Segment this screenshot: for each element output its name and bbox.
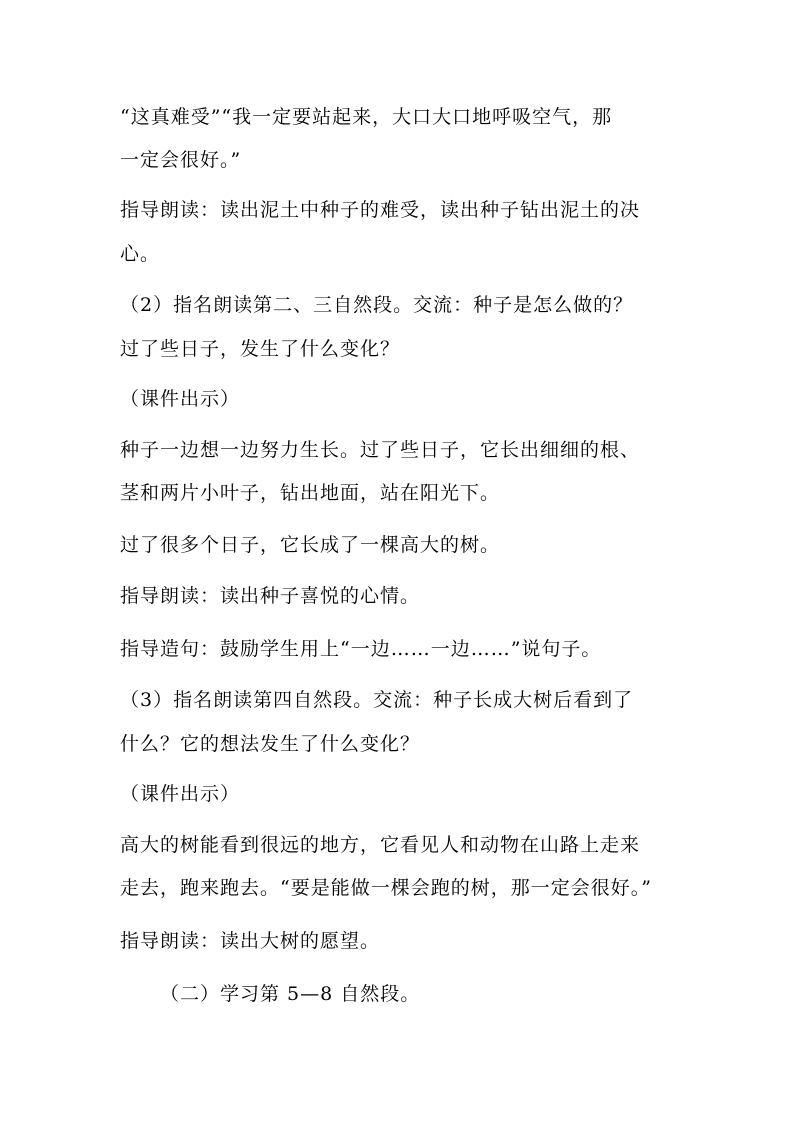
- text-line: 茎和两片小叶子，钻出地面，站在阳光下。: [120, 482, 501, 504]
- text-line: 指导朗读：读出大树的愿望。: [120, 930, 381, 952]
- text-line: “这真难受”“我一定要站起来，大口大口地呼吸空气，那: [120, 106, 613, 128]
- text-line: 指导造句：鼓励学生用上“一边……一边……”说句子。: [120, 638, 602, 660]
- text-line: 过了很多个日子，它长成了一棵高大的树。: [120, 534, 501, 556]
- text-line: 一定会很好。”: [120, 149, 242, 171]
- text-line: 高大的树能看到很远的地方，它看见人和动物在山路上走来: [120, 834, 641, 856]
- section-heading: （二）学习第 5—8 自然段。: [160, 983, 421, 1005]
- text-line: 什么？它的想法发生了什么变化？: [120, 733, 421, 755]
- text-line: 指导朗读：读出种子喜悦的心情。: [120, 585, 421, 607]
- text-line: 过了些日子，发生了什么变化？: [120, 338, 401, 360]
- text-line: （课件出示）: [120, 783, 241, 805]
- text-line: 指导朗读：读出泥土中种子的难受，读出种子钻出泥土的决: [120, 199, 641, 221]
- text-line: 心。: [120, 243, 161, 265]
- text-line: （课件出示）: [120, 388, 241, 410]
- text-line: 种子一边想一边努力生长。过了些日子，它长出细细的根、: [120, 439, 641, 461]
- text-line: （3）指名朗读第四自然段。交流：种子长成大树后看到了: [120, 689, 634, 711]
- text-line: （2）指名朗读第二、三自然段。交流：种子是怎么做的？: [120, 294, 634, 316]
- text-line: 走去，跑来跑去。“要是能做一棵会跑的树，那一定会很好。”: [120, 877, 652, 899]
